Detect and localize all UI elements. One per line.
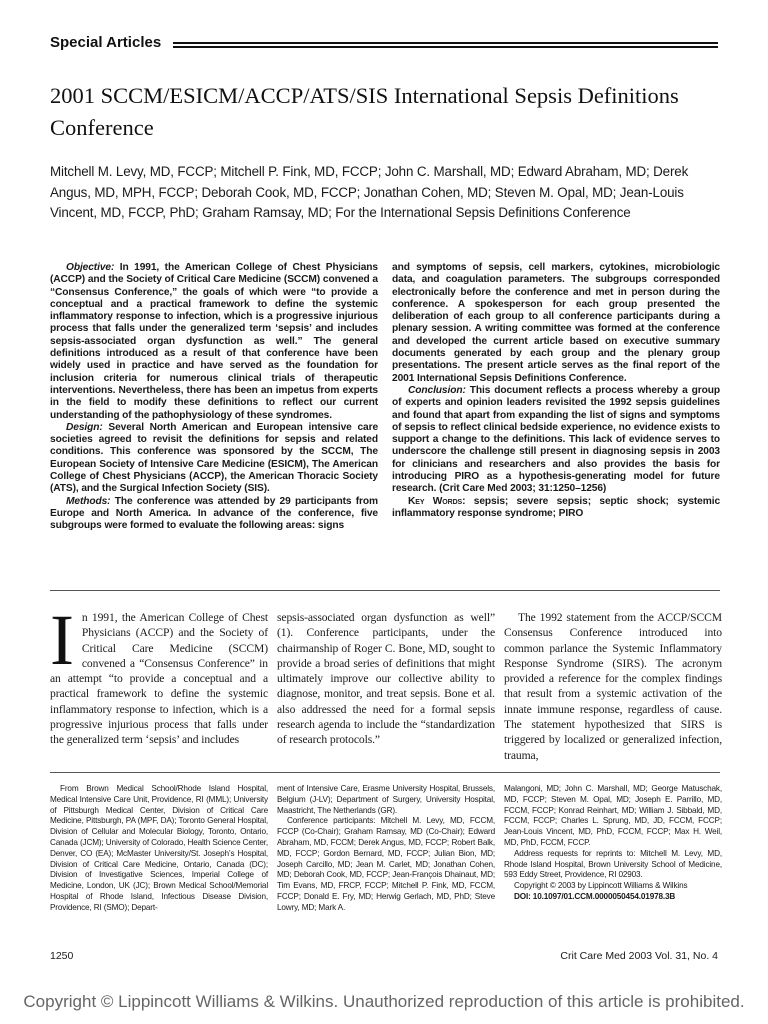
footnote-reprints: Address requests for reprints to: Mitchell M. Levy, MD, Rhode Island Hospital, Brown University School of Medicine, 593 Eddy Street, Providence, RI 02903. (504, 848, 722, 880)
abstract-divider (50, 590, 720, 591)
journal-citation: Crit Care Med 2003 Vol. 31, No. 4 (560, 950, 718, 962)
abstract-column-left (50, 262, 378, 533)
footnote-affiliations-cont: ment of Intensive Care, Erasme University Hospital, Brussels, Belgium (J-LV); Department of Surgery, University Hospital, Maastricht, The Netherlands (GR). (277, 784, 495, 815)
abstract-objective (50, 262, 378, 422)
body-column-1 (50, 600, 268, 748)
footnote-copyright: Copyright © 2003 by Lippincott Williams & Wilkins (514, 881, 688, 891)
page-number: 1250 (50, 950, 74, 962)
abstract-methods (50, 496, 378, 533)
objective-text: In 1991, the American College of Chest Physicians (ACCP) and the Society of Critical Care Medicine (SCCM) convened a “Consensus Conference,” the goals of which were “to provide a conceptual and a practical framework to define the systemic inflammatory response to infection, which is a progressive injurious process that falls under the generalized term ‘sepsis’ and includes sepsis-associated organ dysfunction as well.” The general definitions introduced as a result of that conference have been widely used in practice and have served as the foundation for inclusion criteria for numerous clinical trials of therapeutic interventions. Nevertheless, there has been an impetus from experts in the field to modify these definitions to reflect our current understanding of the pathophysiology of these syndromes. (50, 262, 378, 421)
section-label: Special Articles (50, 34, 162, 51)
design-text: Several North American and European intensive care societies agreed to revisit the definitions for sepsis and related conditions. This conference was sponsored by the SCCM, The European Society of Intensive Care Medicine (ESICM), The American College of Chest Physicians (ACCP), the American Thoracic Society (ATS), and the Surgical Infection Society (SIS). (50, 421, 379, 495)
methods-text: The conference was attended by 29 participants from Europe and North America. In advance of the conference, five subgroups were formed to evaluate the following areas: signs (50, 495, 378, 532)
keywords-text: sepsis; severe sepsis; septic shock; systemic inflammatory response syndrome; PIRO (392, 495, 721, 519)
body-text-3: The 1992 statement from the ACCP/SCCM Consensus Conference introduced into common parlance the Systemic Inflammatory Response Syndrome (SIRS). The acronym provided a reference for the complex findings that result from a systemic activation of the innate immune response, regardless of cause. The statement hypothesized that SIRS is triggered by localized or generalized infection, trauma, (504, 611, 722, 762)
article-title: 2001 SCCM/ESICM/ACCP/ATS/SIS International Sepsis Definitions Conference (50, 83, 679, 140)
design-label: Design: (66, 421, 103, 433)
abstract-conclusion (392, 385, 720, 496)
footnote-column-1 (50, 784, 268, 914)
footnote-column-3 (504, 784, 722, 903)
copyright-banner: Copyright © Lippincott Williams & Wilkins. Unauthorized reproduction of this article is prohibited. (23, 992, 745, 1011)
conclusion-text: This document reflects a process whereby a group of experts and opinion leaders revisited the 1992 sepsis guidelines and found that apart from expanding the list of signs and symptoms of sepsis to reflect clinical bedside experience, no evidence exists to support a change to the definitions. This lack of evidence serves to underscore the challenge still present in diagnosing sepsis in 2003 for clinicians and researchers and also provides the basis for introducing PIRO as a hypothesis-generating model for future research. (Crit Care Med 2003; 31:1250–1256) (392, 384, 720, 495)
objective-label: Objective: (66, 262, 115, 273)
abstract-methods-cont: and symptoms of sepsis, cell markers, cytokines, microbiologic data, and coagulation parameters. The subgroups corresponded electronically before the conference and met in person during the conference. A spokesperson for each group presented the deliberation of each group to all conference participants during a plenary session. A writing committee was formed at the conference and developed the current article based on executive summary documents generated by each group and the plenary group presentations. The present article serves as the final report of the 2001 International Sepsis Definitions Conference. (392, 262, 720, 384)
drop-cap: I (50, 600, 74, 680)
footnote-column-2 (277, 784, 495, 914)
abstract-keywords (392, 496, 720, 521)
footnote-participants: Conference participants: Mitchell M. Levy, MD, FCCM, FCCP (Co-Chair); Graham Ramsay, MD (Co-Chair); Edward Abraham, MD, FCCM; Derek Angus, MD, FCCP; Robert Balk, MD, FCCP; Gordon Bernard, MD, FCCP; Julian Bion, MD; Joseph Carcillo, MD; Jean M. Carlet, MD; Jonathan Cohen, MD; Deborah Cook, MD, FCCP; Jean-François Dhainaut, MD; Tim Evans, MD, FRCP, FCCP; Mitchell P. Fink, MD, FCCM, FCCP; Donald E. Fry, MD; Herwig Gerlach, MD, PhD; Steve Lowry, MD; Mark A. (277, 816, 495, 912)
footnote-divider (50, 772, 720, 773)
abstract-column-right (392, 262, 720, 520)
methods-label: Methods: (66, 495, 111, 507)
keywords-label: Key Words: (408, 495, 466, 507)
body-text-1: n 1991, the American College of Chest Physicians (ACCP) and the Society of Critical Care Medicine (SCCM) convened a “Consensus Conference” in an attempt “to provide a conceptual and a practical framework to define the systemic inflammatory response to infection, which is a progressive injurious process that falls under the generalized term ‘sepsis’ and includes (50, 611, 268, 747)
footnote-affiliations: From Brown Medical School/Rhode Island Hospital, Medical Intensive Care Unit, Providence, RI (MML); University of Pittsburgh Medical Center, Division of Critical Care Medicine, Pittsburgh, PA (MPF, DA); Toronto General Hospital, Division of Cellular and Molecular Biology, Toronto, Ontario, Canada (JCM); University of Colorado, Health Science Center, Denver, CO (EA); McMaster University/St. Joseph’s Hospital, Division of Critical Care Medicine, Ontario, Canada (DC); Division of Investigative Sciences, Imperial College of Medicine, London, UK (JC); Brown Medical School/Memorial Hospital of Rhode Island, Infectious Disease Division, Providence, RI (SMO); Depart- (50, 784, 268, 912)
author-list: Mitchell M. Levy, MD, FCCP; Mitchell P. Fink, MD, FCCP; John C. Marshall, MD; Edward Abraham, MD; Derek Angus, MD, MPH, FCCP; Deborah Cook, MD, FCCP; Jonathan Cohen, MD; Steven M. Opal, MD; Jean-Louis Vincent, MD, FCCP, PhD; Graham Ramsay, MD; For the International Sepsis Definitions Conference (50, 164, 689, 220)
abstract-design (50, 422, 378, 496)
conclusion-label: Conclusion: (408, 384, 466, 396)
footnote-participants-cont: Malangoni, MD; John C. Marshall, MD; George Matuschak, MD, FCCP; Steven M. Opal, MD; Joseph E. Parrillo, MD, FCCM, FCCP; Konrad Reinhart, MD; William J. Sibbald, MD, FCCM, FCCP; Charles L. Sprung, MD, JD, FCCM, FCCP; Jean-Louis Vincent, MD, PhD, FCCM, FCCP; Max H. Weil, MD, PhD, FCCM, FCCP. (504, 784, 722, 847)
section-rule (173, 42, 718, 50)
body-text-2: sepsis-associated organ dysfunction as well” (1). Conference participants, under the chairmanship of Roger C. Bone, MD, sought to provide a broad series of definitions that might ultimately improve our collective ability to diagnose, monitor, and treat sepsis. Bone et al. also addressed the need for a formal sepsis research agenda to include the “standardization of research protocols.” (277, 611, 495, 747)
body-column-3 (504, 610, 722, 763)
doi: DOI: 10.1097/01.CCM.0000050454.01978.3B (514, 891, 676, 901)
body-column-2 (277, 610, 495, 748)
